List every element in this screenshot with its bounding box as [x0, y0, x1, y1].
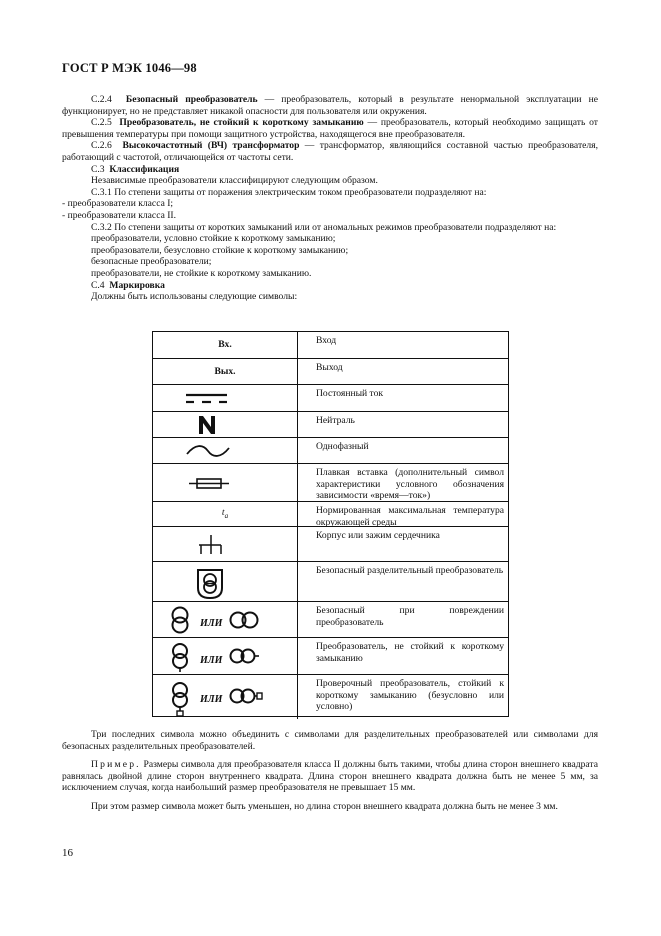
- row-description: Безопасный разделительный преобразователь: [316, 565, 504, 576]
- short-circuit-proof-transformer-icon: [153, 675, 298, 719]
- table-row: [153, 463, 508, 502]
- list-item-fail-safe: безопасные преобразователи;: [91, 256, 212, 268]
- row-description: Проверочный преобразователь, стойкий к короткому замыканию (безусловно или условно): [316, 678, 504, 713]
- clause-c-3-heading: С.3 Классификация: [91, 163, 180, 175]
- table-row: [153, 637, 508, 675]
- clause-c-4-intro: Должны быть использованы следующие символы:: [91, 291, 298, 303]
- row-description: Преобразователь, не стойкий к короткому замыканию: [316, 641, 504, 664]
- safety-isolating-transformer-icon: [153, 562, 298, 602]
- list-item-inherently-proof: преобразователи, безусловно стойкие к короткому замыканию;: [91, 244, 349, 256]
- table-row: [153, 411, 508, 438]
- page-number: 16: [62, 847, 73, 859]
- fail-safe-transformer-icon: [153, 602, 298, 638]
- clause-c-3-1: С.3.1 По степени защиты от поражения электрическим током преобразователи подразделяют на:: [91, 186, 487, 198]
- row-description: Нормированная максимальная температура окружающей среды: [316, 505, 504, 528]
- or-label: ИЛИ: [200, 694, 223, 705]
- list-item-class-1: - преобразователи класса I;: [62, 198, 174, 210]
- input-symbol: Вх.: [218, 339, 232, 350]
- list-item-conditionally-proof: преобразователи, условно стойкие к короткому замыканию;: [91, 233, 336, 245]
- symbol-size-paragraph: При этом размер символа может быть уменьшен, но длина сторон внешнего квадрата должна быть не менее 3 мм.: [91, 800, 558, 812]
- clause-c-2-5: С.2.5 Преобразователь, не стойкий к короткому замыканию — преобразователь, который необходимо защищать от превышения температуры при помощи защитного устройства, находящегося вне преобразователя.: [62, 117, 598, 140]
- row-description: Безопасный при повреждении преобразователь: [316, 605, 504, 628]
- list-item-non-proof: преобразователи, не стойкие к короткому замыканию.: [91, 267, 312, 279]
- or-label: ИЛИ: [200, 655, 223, 666]
- clause-c-3-intro: Независимые преобразователи классифицируют следующим образом.: [91, 175, 378, 187]
- table-row: [153, 384, 508, 412]
- clause-c-3-2: С.3.2 По степени защиты от коротких замыканий или от аномальных режимов преобразователи подразделяют на:: [91, 221, 557, 233]
- fuse-icon: [153, 464, 298, 502]
- row-description: Постоянный ток: [316, 388, 384, 399]
- clause-c-4-heading: С.4 Маркировка: [91, 279, 165, 291]
- row-description: Плавкая вставка (дополнительный символ характеристики условного обозначения зависимости «время—ток»): [316, 467, 504, 502]
- output-symbol: Вых.: [214, 366, 236, 377]
- row-description: Корпус или зажим сердечника: [316, 530, 440, 541]
- list-item-class-2: - преобразователи класса II.: [62, 209, 177, 221]
- table-row: [153, 674, 508, 719]
- or-label: ИЛИ: [200, 618, 223, 629]
- neutral-n-icon: [153, 412, 298, 438]
- row-description: Нейтраль: [316, 415, 355, 426]
- table-row: [153, 526, 508, 562]
- table-row: [153, 332, 508, 358]
- clause-c-2-6: С.2.6 Высокочастотный (ВЧ) трансформатор — трансформатор, являющийся составной частью преобразователя, работающий с частотой, отличающейся от частоты сети.: [62, 140, 598, 163]
- row-description: Вход: [316, 335, 337, 346]
- table-row: [153, 358, 508, 385]
- row-description: Однофазный: [316, 441, 369, 452]
- example-paragraph: Пример. Размеры символа для преобразователя класса II должны быть такими, чтобы длина сторон внешнего квадрата равнялась двойной длине сторон внутреннего квадрата. Длина сторон внешнего квадрата должна быть не менее 5 мм, за исключением случая, когда наибольший размер преобразователя не превышает 15 мм.: [62, 759, 598, 794]
- main-text: [62, 94, 598, 303]
- table-row: [153, 601, 508, 638]
- single-phase-icon: [153, 438, 298, 464]
- non-short-circuit-proof-transformer-icon: [153, 638, 298, 675]
- direct-current-icon: [153, 385, 298, 412]
- combine-symbols-paragraph: Три последних символа можно объединить с символами для разделительных преобразователей или символами для безопасных разделительных преобразователей.: [62, 729, 598, 752]
- table-row: [153, 501, 508, 527]
- ambient-temperature-symbol: $t_a$: [221, 507, 229, 520]
- table-row: [153, 437, 508, 464]
- clause-c-2-4: С.2.4 Безопасный преобразователь — преобразователь, который в результате ненормальной эксплуатации не функционирует, но не представляет никакой опасности для пользователя или окружения.: [62, 94, 598, 117]
- symbols-table: [152, 331, 509, 717]
- table-row: [153, 561, 508, 602]
- frame-terminal-icon: [153, 527, 298, 562]
- after-table-text: [62, 729, 598, 813]
- row-description: Выход: [316, 362, 343, 373]
- document-header: ГОСТ Р МЭК 1046—98: [62, 61, 197, 75]
